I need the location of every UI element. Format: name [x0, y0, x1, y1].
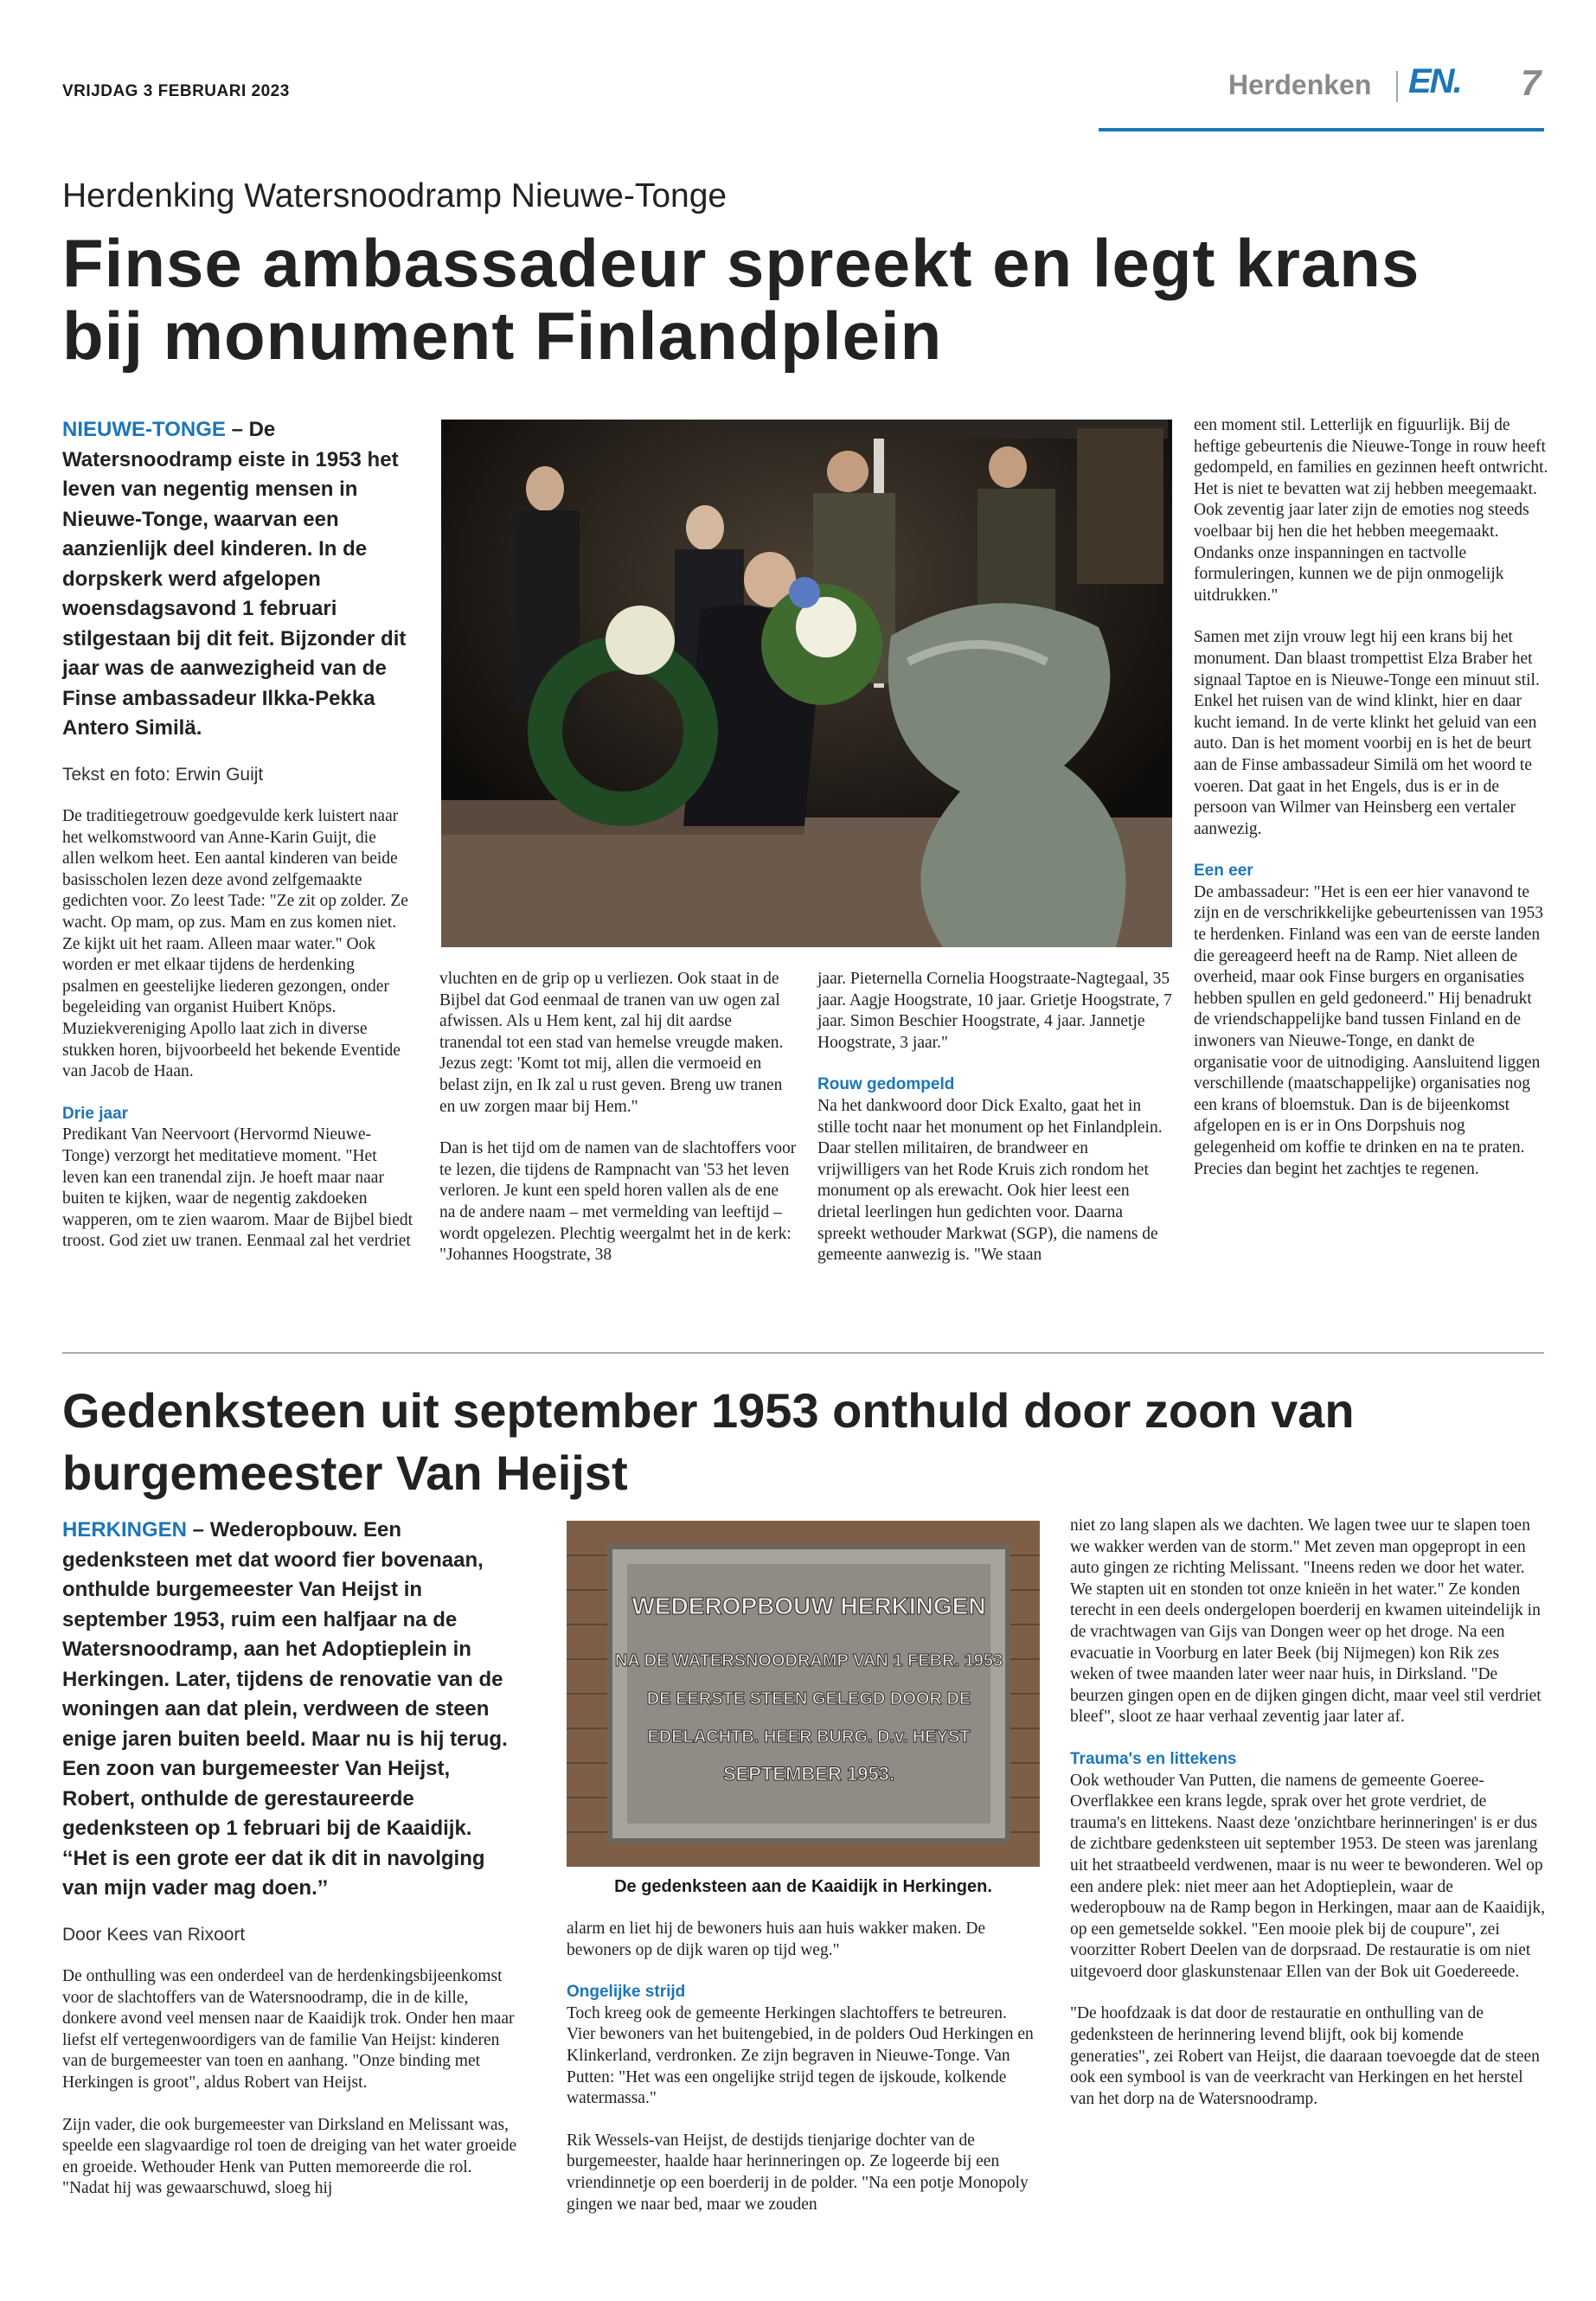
article2-byline: Door Kees van Rixoort: [62, 1924, 246, 1945]
article1-lead: [62, 415, 413, 744]
article2-paragraph: "De hoofdzaak is dat door de restauratie en onthulling van de gedenksteen de herinnering levend blijft, ook bij komende generaties", zei Robert van Heijst, die daaraan toevoegde dat de steen ook een symbool is van de veerkracht van Herkingen en het herstel van het dorp na de Watersnoodramp.: [1070, 2004, 1540, 2108]
stone-inscription-line: WEDEROPBOUW HERKINGEN: [631, 1593, 986, 1619]
article2-dateline: HERKINGEN: [62, 1518, 188, 1541]
article1-paragraph: een moment stil. Letterlijk en figuurlijk. Bij de heftige gebeurtenis die Nieuwe-Tonge in rouw heeft gedompeld, en families en gezinnen heeft ontwricht. Het is niet te bevatten wat zij hebben meegemaakt. Ook zeventig jaar later zijn de emoties nog steeds voelbaar bij hen die het hebben meegemaakt. Ondanks onze inspanningen en tactvolle formuleringen, kunnen we de pijn onmogelijk uitdrukken.": [1194, 416, 1548, 605]
article2-paragraph: Toch kreeg ook de gemeente Herkingen slachtoffers te betreuren. Vier bewoners van het buitengebied, in de polders Oud Herkingen en Klinkerland, verdronken. Ze zijn begraven in Nieuwe-Tonge. Van Putten: "Het was een ongelijke strijd tegen de ijskoude, kolkende watermassa.": [567, 2003, 1034, 2108]
article1-column-1: [62, 415, 413, 1273]
article1-paragraph: De ambassadeur: "Het is een eer hier vanavond te zijn en de verschrikkelijke gebeurtenissen van 1953 te herdenken. Finland was een van de eerste landen die gereageerd heeft na de Ramp. Niet alleen de overheid, maar ook Finse burgers en organisaties hebben spullen en geld gedoneerd." Hij benadrukt de vriendschappelijke band tussen Finland en de inwoners van Nieuwe-Tonge, en dankt de organisatie voor de uitnodiging. Aansluitend liggen verschillende (maatschappelijke) organisaties nog een krans of bloemstuk. Dan is de bijeenkomst afgelopen en is er in Ons Dorpshuis nog gelegenheid om koffie te drinken en na te praten. Precies dan begint het zachtjes te regenen.: [1194, 882, 1543, 1178]
article1-column-2: [439, 969, 798, 1287]
article1-photo: [441, 420, 1172, 947]
article1-lead-text: – De Watersnoodramp eiste in 1953 het leven van negentig mensen in Nieuwe-Tonge, waarvan een aanzienlijk deel kinderen. In de dorpskerk werd afgelopen woensdagsavond 1 februari stilgestaan bij dit feit. Bijzonder dit jaar was de aanwezigheid van de Finse ambassadeur Ilkka-Pekka Antero Similä.: [62, 418, 407, 740]
wreath-laying-photo-illustration: [441, 420, 1172, 947]
article1-subhead-rouw-gedompeld: Rouw gedompeld: [817, 1075, 955, 1094]
article1-column-3: [817, 969, 1172, 1287]
article1-paragraph: Dan is het tijd om de namen van de slachtoffers voor te lezen, die tijdens de Rampnacht van '53 het leven verloren. Je kunt een speld horen vallen als de ene na de andere naam – met vermelding van leeftijd – wordt opgelezen. Plechtig weergalmt het in de kerk: "Johannes Hoogstrate, 38: [439, 1139, 797, 1265]
publication-date: VRIJDAG 3 FEBRUARI 2023: [62, 82, 290, 100]
article1-paragraph: De traditiegetrouw goedgevulde kerk luistert naar het welkomstwoord van Anne-Karin Guijt, die allen welkom heet. Een aantal kinderen van beide basisscholen lezen deze avond zelfgemaakte gedichten voor. Zo leest Tade: "Ze zit op zolder. Ze wacht. Op mam, op zus. Mam en zus komen niet. Ze kijkt uit het raam. Alleen maar water." Ook worden er met elkaar tijdens de herdenking psalmen en geestelijke liederen gezongen, onder begeleiding van organist Huibert Knöps. Muziekvereniging Apollo laat zich in diverse stukken horen, bijvoorbeeld het bekende Eventide van Jacob de Haan.: [62, 807, 408, 1081]
article1-kicker: Herdenking Watersnoodramp Nieuwe-Tonge: [62, 177, 727, 215]
article1-headline: Finse ambassadeur spreekt en legt krans bij monument Finlandplein: [62, 225, 1420, 374]
article2-paragraph: Ook wethouder Van Putten, die namens de gemeente Goeree-Overflakkee een krans legde, sprak over het grote verdriet, de trauma's en littekens. Naast deze 'onzichtbare herinneringen' is er dus de zichtbare gedenksteen uit september 1953. De steen was jarenlang uit het straatbeeld verdwenen, maar is nu weer te bewonderen. Wel op een andere plek: niet meer aan het Adoptieplein, waar de wederopbouw na de Ramp begon in Herkingen, maar aan de Kaaidijk, op een gemetselde sokkel. "Een mooie plek bij de coupure", zei voorzitter Robert Deelen van de dorpsraad. De restauratie is om niet uitgevoerd door glaskunstenaar Ellen van der Bok uit Goedereede.: [1070, 1771, 1546, 1981]
article2-lead-text: – Wederopbouw. Een gedenksteen met dat woord fier bovenaan, onthulde burgemeester Van Heijst in september 1953, ruim een halfjaar na de Watersnoodramp, aan het Adoptieplein in Herkingen. Later, tijdens de renovatie van de woningen aan dat plein, verdween de steen enige jaren buiten beeld. Maar nu is hij terug. Een zoon van burgemeester Van Heijst, Robert, onthulde de gerestaureerde gedenksteen op 1 februari bij de Kaaidijk. ‘‘Het is een grote eer dat ik dit in navolging van mijn vader mag doen.’’: [62, 1518, 508, 1900]
stone-inscription-line: SEPTEMBER 1953.: [722, 1763, 895, 1785]
header-rule: [1099, 128, 1544, 131]
article2-column-1: [62, 1516, 521, 2221]
section-label: Herdenken: [1228, 69, 1372, 100]
article2-photo: [567, 1521, 1040, 1867]
article2-subhead-traumas: Trauma's en littekens: [1070, 1749, 1237, 1768]
article1-paragraph: vluchten en de grip op u verliezen. Ook staat in de Bijbel dat God eenmaal de tranen van uw ogen zal afwissen. Als u Hem kent, zal hij dit aardse tranendal tot een stad van hemelse vreugde maken. Jezus zegt: 'Komt tot mij, allen die vermoeid en belast zijn, en Ik zal u rust geven. Breng uw tranen en uw zorgen maar bij Hem.": [439, 970, 784, 1116]
article2-paragraph: niet zo lang slapen als we dachten. We lagen twee uur te slapen toen we wakker werden van de storm." Met zeven man opgepropt in een auto gingen ze richting Melissant. "Ineens reden we door het water. We stapten uit en stonden tot onze knieën in het water." Ze konden terecht in een deels ondergelopen boerderij en kwamen uiteindelijk in de vrachtwagen van Gijs van Dongen weer op het droge. Na een evacuatie in Voorburg en later Beek (bij Nijmegen) kon Rik zes weken of twee maanden later weer naar huis, in Dirksland. "De beurzen gingen open en de dijken gingen dicht, maar veel stil verdriet bleef", sloot ze haar verhaal zeventig jaar later af.: [1070, 1516, 1542, 1727]
article1-byline: Tekst en foto: Erwin Guijt: [62, 764, 264, 785]
article1-paragraph: Na het dankwoord door Dick Exalto, gaat het in stille tocht naar het monument op het Finlandplein. Daar stellen militairen, de brandweer en vrijwilligers van het Rode Kruis zich rondom het monument op als erewacht. Ook hier leest een drietal leerlingen hun gedichten voor. Daarna spreekt wethouder Markwat (SGP), die namens de gemeente aanwezig is. "We staan: [817, 1096, 1163, 1265]
header-separator: [1396, 71, 1398, 102]
article2-column-2: [567, 1919, 1038, 2236]
article1-subhead-een-eer: Een eer: [1194, 862, 1253, 881]
article-divider: [62, 1352, 1544, 1354]
article1-dateline: NIEUWE-TONGE: [62, 418, 226, 441]
newspaper-logo: EN.: [1408, 62, 1461, 100]
article1-paragraph: jaar. Pieternella Cornelia Hoogstraate-Nagtegaal, 35 jaar. Aagje Hoogstrate, 10 jaar. Grietje Hoogstrate, 7 jaar. Simon Beschier Hoogstrate, 4 jaar. Jannetje Hoogstrate, 3 jaar.": [817, 970, 1172, 1052]
article1-paragraph: Samen met zijn vrouw legt hij een krans bij het monument. Dan blaast trompettist Elza Braber het signaal Taptoe en is Nieuwe-Tonge een minuut stil. Enkel het ruisen van de wind klinkt, hier en daar kucht iemand. In de verte klinkt het geluid van een auto. Dan is het moment voorbij en is het de beurt aan de Finse ambassadeur Similä om het woord te voeren. Dat gaat in het Engels, dus is er in de persoon van Wilmer van Heinsberg een vertaler aanwezig.: [1194, 628, 1540, 838]
article2-paragraph: alarm en liet hij de bewoners huis aan huis wakker maken. De bewoners op de dijk waren op tijd weg.": [567, 1920, 986, 1959]
article2-subhead-ongelijke-strijd: Ongelijke strijd: [567, 1983, 686, 2002]
stone-inscription-line: EDELACHTB. HEER BURG. D.v. HEYST: [647, 1727, 971, 1747]
memorial-stone-photo-illustration: [567, 1521, 1040, 1867]
article2-photo-caption: De gedenksteen aan de Kaaidijk in Herkingen.: [614, 1877, 992, 1896]
article1-column-4: [1194, 415, 1548, 1201]
article2-paragraph: Rik Wessels-van Heijst, de destijds tienjarige dochter van de burgemeester, haalde haar herinneringen op. Ze logeerde bij een vriendinnetje op een boerderij in de polder. "Na een potje Monopoly gingen we naar bed, maar we zouden: [567, 2131, 1029, 2214]
stone-inscription-line: DE EERSTE STEEN GELEGD DOOR DE: [646, 1689, 971, 1708]
page-number: 7: [1521, 62, 1542, 103]
article2-headline: Gedenksteen uit september 1953 onthuld door zoon van burgemeester Van Heijst: [62, 1383, 1355, 1500]
article1-subhead-drie-jaar: Drie jaar: [62, 1104, 129, 1123]
article2-paragraph: De onthulling was een onderdeel van de herdenkingsbijeenkomst voor de slachtoffers van de Watersnoodramp, die in de kille, donkere avond veel mensen naar de Kaaidijk trok. Onder hen maar liefst elf vertegenwoordigers van de familie Van Heijst: kinderen van de burgemeester van toen en aanhang. "Onze binding met Herkingen is groot", aldus Robert van Heijst.: [62, 1967, 515, 2093]
article1-paragraph: Predikant Van Neervoort (Hervormd Nieuwe-Tonge) verzorgt het meditatieve moment. "Het leven kan een tranendal zijn. Je hoeft maar naar buiten te kijken, waar de negentig zakdoeken wapperen, om te zien waarom. Maar de Bijbel biedt troost. God ziet uw tranen. Eenmaal zal het verdriet: [62, 1125, 413, 1251]
article2-paragraph: Zijn vader, die ook burgemeester van Dirksland en Melissant was, speelde een slagvaardige rol toen de dreiging van het water groeide en groeide. Wethouder Henk van Putten memoreerde die rol. "Nadat hij was gewaarschuwd, sloeg hij: [62, 2115, 517, 2198]
stone-inscription-line: NA DE WATERSNOODRAMP VAN 1 FEBR. 1953: [614, 1651, 1003, 1670]
article2-column-3: [1070, 1516, 1546, 2131]
article2-lead: [62, 1516, 521, 1904]
